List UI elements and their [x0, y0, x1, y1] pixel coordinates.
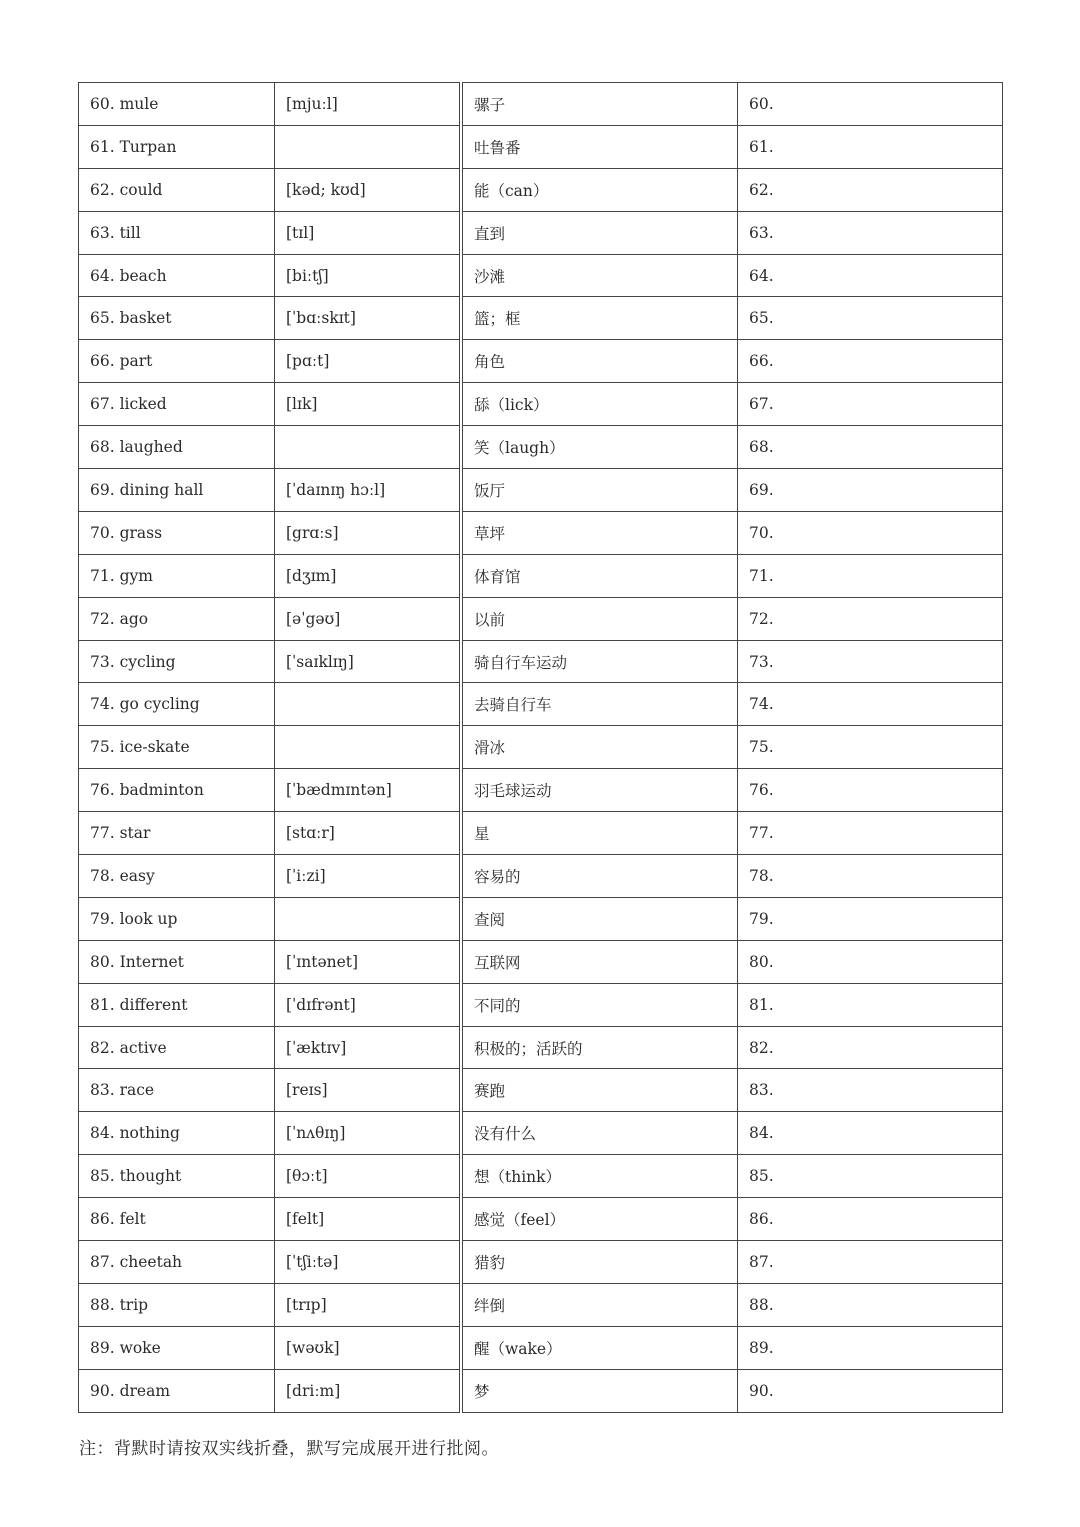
table-row [79, 511, 1003, 554]
dictation-blank-cell: 78. [738, 855, 1003, 898]
phonetic-cell [275, 125, 462, 168]
meaning-cell: 骡子 [461, 83, 738, 126]
word-cell: 72. ago [79, 597, 275, 640]
word-cell: 88. trip [79, 1283, 275, 1326]
table-row [79, 125, 1003, 168]
table-row [79, 1326, 1003, 1369]
meaning-cell: 羽毛球运动 [461, 769, 738, 812]
dictation-blank-cell: 83. [738, 1069, 1003, 1112]
meaning-cell: 吐鲁番 [461, 125, 738, 168]
table-row [79, 1369, 1003, 1412]
meaning-cell: 角色 [461, 340, 738, 383]
table-row [79, 940, 1003, 983]
phonetic-cell: [grɑːs] [275, 511, 462, 554]
phonetic-cell: [ˈɪntənet] [275, 940, 462, 983]
dictation-blank-cell: 64. [738, 254, 1003, 297]
dictation-blank-cell: 70. [738, 511, 1003, 554]
dictation-blank-cell: 67. [738, 383, 1003, 426]
table-row [79, 469, 1003, 512]
dictation-blank-cell: 89. [738, 1326, 1003, 1369]
table-row [79, 1155, 1003, 1198]
meaning-cell: 醒（wake） [461, 1326, 738, 1369]
table-row [79, 1112, 1003, 1155]
phonetic-cell [275, 726, 462, 769]
dictation-blank-cell: 82. [738, 1026, 1003, 1069]
dictation-blank-cell: 69. [738, 469, 1003, 512]
word-cell: 84. nothing [79, 1112, 275, 1155]
dictation-blank-cell: 74. [738, 683, 1003, 726]
table-row [79, 1283, 1003, 1326]
dictation-blank-cell: 86. [738, 1198, 1003, 1241]
table-row [79, 340, 1003, 383]
dictation-blank-cell: 90. [738, 1369, 1003, 1412]
dictation-blank-cell: 73. [738, 640, 1003, 683]
meaning-cell: 赛跑 [461, 1069, 738, 1112]
phonetic-cell: [reɪs] [275, 1069, 462, 1112]
table-row [79, 855, 1003, 898]
word-cell: 63. till [79, 211, 275, 254]
dictation-blank-cell: 77. [738, 812, 1003, 855]
phonetic-cell: [ˈiːzi] [275, 855, 462, 898]
table-row [79, 554, 1003, 597]
word-cell: 61. Turpan [79, 125, 275, 168]
dictation-blank-cell: 79. [738, 897, 1003, 940]
phonetic-cell: [ˈbædmɪntən] [275, 769, 462, 812]
table-row [79, 83, 1003, 126]
dictation-blank-cell: 75. [738, 726, 1003, 769]
phonetic-cell: [lɪk] [275, 383, 462, 426]
table-row [79, 254, 1003, 297]
meaning-cell: 笑（laugh） [461, 426, 738, 469]
phonetic-cell: [dʒɪm] [275, 554, 462, 597]
word-cell: 67. licked [79, 383, 275, 426]
meaning-cell: 饭厅 [461, 469, 738, 512]
table-row [79, 640, 1003, 683]
phonetic-cell: [ˈdaɪnɪŋ hɔːl] [275, 469, 462, 512]
phonetic-cell: [tɪl] [275, 211, 462, 254]
phonetic-cell: [ˈsaɪklɪŋ] [275, 640, 462, 683]
phonetic-cell: [pɑːt] [275, 340, 462, 383]
word-cell: 89. woke [79, 1326, 275, 1369]
dictation-blank-cell: 68. [738, 426, 1003, 469]
meaning-cell: 积极的；活跃的 [461, 1026, 738, 1069]
phonetic-cell [275, 683, 462, 726]
meaning-cell: 没有什么 [461, 1112, 738, 1155]
dictation-blank-cell: 84. [738, 1112, 1003, 1155]
word-cell: 60. mule [79, 83, 275, 126]
table-row [79, 726, 1003, 769]
table-row [79, 683, 1003, 726]
meaning-cell: 猎豹 [461, 1241, 738, 1284]
dictation-blank-cell: 61. [738, 125, 1003, 168]
word-cell: 82. active [79, 1026, 275, 1069]
phonetic-cell: [biːtʃ] [275, 254, 462, 297]
word-cell: 86. felt [79, 1198, 275, 1241]
word-cell: 68. laughed [79, 426, 275, 469]
meaning-cell: 星 [461, 812, 738, 855]
table-row [79, 426, 1003, 469]
word-cell: 69. dining hall [79, 469, 275, 512]
word-cell: 74. go cycling [79, 683, 275, 726]
table-row [79, 168, 1003, 211]
dictation-blank-cell: 65. [738, 297, 1003, 340]
dictation-blank-cell: 63. [738, 211, 1003, 254]
meaning-cell: 草坪 [461, 511, 738, 554]
word-cell: 75. ice-skate [79, 726, 275, 769]
meaning-cell: 想（think） [461, 1155, 738, 1198]
meaning-cell: 骑自行车运动 [461, 640, 738, 683]
vocabulary-table-body [79, 83, 1003, 1413]
table-row [79, 597, 1003, 640]
dictation-blank-cell: 72. [738, 597, 1003, 640]
vocabulary-table [78, 82, 1003, 1413]
footnote: 注：背默时请按双实线折叠，默写完成展开进行批阅。 [79, 1439, 499, 1459]
table-row [79, 897, 1003, 940]
meaning-cell: 直到 [461, 211, 738, 254]
phonetic-cell: [trɪp] [275, 1283, 462, 1326]
phonetic-cell: [ˈbɑːskɪt] [275, 297, 462, 340]
table-row [79, 1241, 1003, 1284]
word-cell: 80. Internet [79, 940, 275, 983]
word-cell: 64. beach [79, 254, 275, 297]
meaning-cell: 去骑自行车 [461, 683, 738, 726]
dictation-blank-cell: 88. [738, 1283, 1003, 1326]
phonetic-cell: [mjuːl] [275, 83, 462, 126]
meaning-cell: 不同的 [461, 983, 738, 1026]
table-row [79, 383, 1003, 426]
dictation-blank-cell: 81. [738, 983, 1003, 1026]
word-cell: 62. could [79, 168, 275, 211]
phonetic-cell: [ˈæktɪv] [275, 1026, 462, 1069]
meaning-cell: 查阅 [461, 897, 738, 940]
word-cell: 83. race [79, 1069, 275, 1112]
phonetic-cell: [ˈnʌθɪŋ] [275, 1112, 462, 1155]
phonetic-cell [275, 897, 462, 940]
dictation-blank-cell: 60. [738, 83, 1003, 126]
table-row [79, 1026, 1003, 1069]
phonetic-cell: [θɔːt] [275, 1155, 462, 1198]
word-cell: 85. thought [79, 1155, 275, 1198]
meaning-cell: 体育馆 [461, 554, 738, 597]
phonetic-cell: [ˈdɪfrənt] [275, 983, 462, 1026]
meaning-cell: 以前 [461, 597, 738, 640]
word-cell: 90. dream [79, 1369, 275, 1412]
phonetic-cell: [kəd; kʊd] [275, 168, 462, 211]
table-row [79, 812, 1003, 855]
table-row [79, 983, 1003, 1026]
phonetic-cell: [felt] [275, 1198, 462, 1241]
dictation-blank-cell: 71. [738, 554, 1003, 597]
dictation-blank-cell: 62. [738, 168, 1003, 211]
table-row [79, 211, 1003, 254]
meaning-cell: 滑冰 [461, 726, 738, 769]
phonetic-cell: [ˈtʃiːtə] [275, 1241, 462, 1284]
table-row [79, 297, 1003, 340]
meaning-cell: 篮；框 [461, 297, 738, 340]
table-row [79, 769, 1003, 812]
meaning-cell: 沙滩 [461, 254, 738, 297]
meaning-cell: 容易的 [461, 855, 738, 898]
dictation-blank-cell: 87. [738, 1241, 1003, 1284]
phonetic-cell: [stɑːr] [275, 812, 462, 855]
word-cell: 65. basket [79, 297, 275, 340]
meaning-cell: 绊倒 [461, 1283, 738, 1326]
word-cell: 71. gym [79, 554, 275, 597]
dictation-blank-cell: 85. [738, 1155, 1003, 1198]
word-cell: 77. star [79, 812, 275, 855]
word-cell: 73. cycling [79, 640, 275, 683]
word-cell: 78. easy [79, 855, 275, 898]
dictation-blank-cell: 76. [738, 769, 1003, 812]
phonetic-cell: [wəʊk] [275, 1326, 462, 1369]
table-row [79, 1069, 1003, 1112]
phonetic-cell: [əˈgəʊ] [275, 597, 462, 640]
dictation-blank-cell: 80. [738, 940, 1003, 983]
meaning-cell: 互联网 [461, 940, 738, 983]
word-cell: 79. look up [79, 897, 275, 940]
phonetic-cell [275, 426, 462, 469]
meaning-cell: 感觉（feel） [461, 1198, 738, 1241]
meaning-cell: 舔（lick） [461, 383, 738, 426]
word-cell: 76. badminton [79, 769, 275, 812]
meaning-cell: 梦 [461, 1369, 738, 1412]
phonetic-cell: [driːm] [275, 1369, 462, 1412]
word-cell: 87. cheetah [79, 1241, 275, 1284]
word-cell: 70. grass [79, 511, 275, 554]
table-row [79, 1198, 1003, 1241]
meaning-cell: 能（can） [461, 168, 738, 211]
word-cell: 66. part [79, 340, 275, 383]
word-cell: 81. different [79, 983, 275, 1026]
dictation-blank-cell: 66. [738, 340, 1003, 383]
